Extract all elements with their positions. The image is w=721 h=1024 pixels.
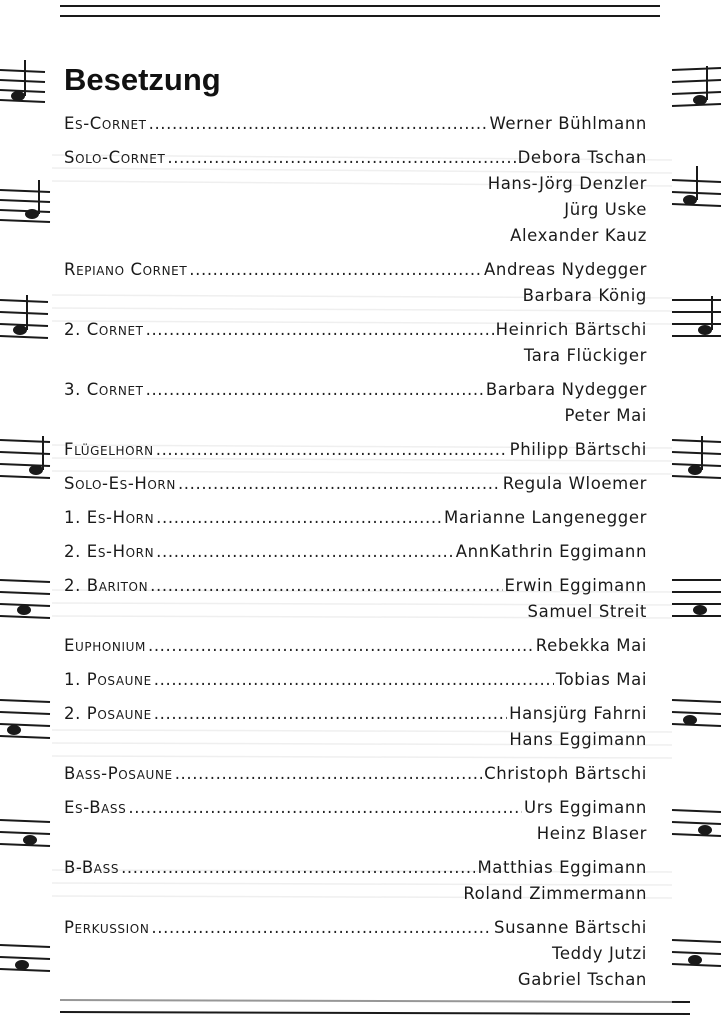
roster-line: [64, 114, 647, 140]
roster-entry: [64, 320, 647, 372]
player-name: Hans-Jörg Denzler: [487, 174, 647, 193]
roster-line: [64, 508, 647, 534]
dot-leader: [175, 764, 482, 783]
roster-line: [64, 670, 647, 696]
player-name: Philipp Bärtschi: [509, 440, 647, 459]
instrument-label: 2. Es-Horn: [64, 542, 155, 561]
player-name: Urs Eggimann: [524, 798, 647, 817]
roster-entry: [64, 260, 647, 312]
roster-entry: [64, 508, 647, 534]
roster-line: [64, 858, 647, 884]
dot-leader: [150, 576, 502, 595]
instrument-label: Flügelhorn: [64, 440, 154, 459]
roster-line: [64, 320, 647, 346]
roster-entry: [64, 636, 647, 662]
roster-entry: [64, 440, 647, 466]
roster-list: [64, 114, 647, 1004]
player-name: Tara Flückiger: [523, 346, 647, 365]
roster-line: [64, 576, 647, 602]
player-name: Roland Zimmermann: [463, 884, 647, 903]
roster-entry: [64, 858, 647, 910]
instrument-label: Euphonium: [64, 636, 146, 655]
player-name: Christoph Bärtschi: [484, 764, 647, 783]
dot-leader: [156, 508, 442, 527]
player-name: Regula Wloemer: [502, 474, 647, 493]
dot-leader: [189, 260, 482, 279]
dot-leader: [167, 148, 515, 167]
roster-line: [64, 764, 647, 790]
instrument-label: 2. Posaune: [64, 704, 152, 723]
instrument-label: Es-Bass: [64, 798, 127, 817]
player-name: Barbara König: [522, 286, 647, 305]
instrument-label: 1. Es-Horn: [64, 508, 155, 527]
player-name: Werner Bühlmann: [489, 114, 647, 133]
roster-line: [64, 636, 647, 662]
page-title: Besetzung: [64, 62, 221, 97]
instrument-label: Solo-Es-Horn: [64, 474, 176, 493]
player-name: Hans Eggimann: [509, 730, 647, 749]
roster-line: [64, 704, 647, 730]
dot-leader: [178, 474, 501, 493]
instrument-label: B-Bass: [64, 858, 120, 877]
roster-entry: [64, 148, 647, 252]
player-name: Matthias Eggimann: [477, 858, 647, 877]
player-name: Hansjürg Fahrni: [509, 704, 647, 723]
dot-leader: [149, 114, 488, 133]
player-name: AnnKathrin Eggimann: [455, 542, 647, 561]
player-name: Jürg Uske: [564, 200, 647, 219]
player-name: Erwin Eggimann: [504, 576, 647, 595]
instrument-label: Solo-Cornet: [64, 148, 166, 167]
player-name: Tobias Mai: [555, 670, 647, 689]
player-name: Marianne Langenegger: [443, 508, 647, 527]
roster-entry: [64, 764, 647, 790]
dot-leader: [121, 858, 475, 877]
roster-entry: [64, 380, 647, 432]
player-name: Peter Mai: [564, 406, 647, 425]
instrument-label: 2. Cornet: [64, 320, 144, 339]
dot-leader: [146, 320, 494, 339]
dot-leader: [154, 704, 507, 723]
roster-line: [64, 380, 647, 406]
roster-line: [64, 440, 647, 466]
roster-entry: [64, 114, 647, 140]
dot-leader: [156, 440, 508, 459]
instrument-label: 3. Cornet: [64, 380, 144, 399]
dot-leader: [148, 636, 534, 655]
roster-line: [64, 260, 647, 286]
player-name: Debora Tschan: [517, 148, 647, 167]
player-name: Teddy Jutzi: [551, 944, 647, 963]
dot-leader: [156, 542, 454, 561]
dot-leader: [154, 670, 554, 689]
player-name: Gabriel Tschan: [517, 970, 647, 989]
player-name: Samuel Streit: [527, 602, 647, 621]
roster-line: [64, 918, 647, 944]
roster-entry: [64, 670, 647, 696]
player-name: Rebekka Mai: [535, 636, 647, 655]
roster-line: [64, 542, 647, 568]
player-name: Heinrich Bärtschi: [495, 320, 647, 339]
roster-entry: [64, 542, 647, 568]
player-name: Susanne Bärtschi: [494, 918, 647, 937]
instrument-label: 2. Bariton: [64, 576, 149, 595]
instrument-label: 1. Posaune: [64, 670, 152, 689]
instrument-label: Repiano Cornet: [64, 260, 188, 279]
roster-entry: [64, 576, 647, 628]
dot-leader: [146, 380, 484, 399]
roster-line: [64, 474, 647, 500]
instrument-label: Es-Cornet: [64, 114, 147, 133]
roster-entry: [64, 798, 647, 850]
roster-entry: [64, 918, 647, 996]
player-name: Barbara Nydegger: [485, 380, 647, 399]
player-name: Heinz Blaser: [536, 824, 647, 843]
dot-leader: [128, 798, 522, 817]
player-name: Andreas Nydegger: [484, 260, 647, 279]
roster-entry: [64, 704, 647, 756]
dot-leader: [151, 918, 492, 937]
player-name: Alexander Kauz: [510, 226, 647, 245]
roster-line: [64, 148, 647, 174]
roster-entry: [64, 474, 647, 500]
instrument-label: Perkussion: [64, 918, 150, 937]
roster-line: [64, 798, 647, 824]
instrument-label: Bass-Posaune: [64, 764, 173, 783]
